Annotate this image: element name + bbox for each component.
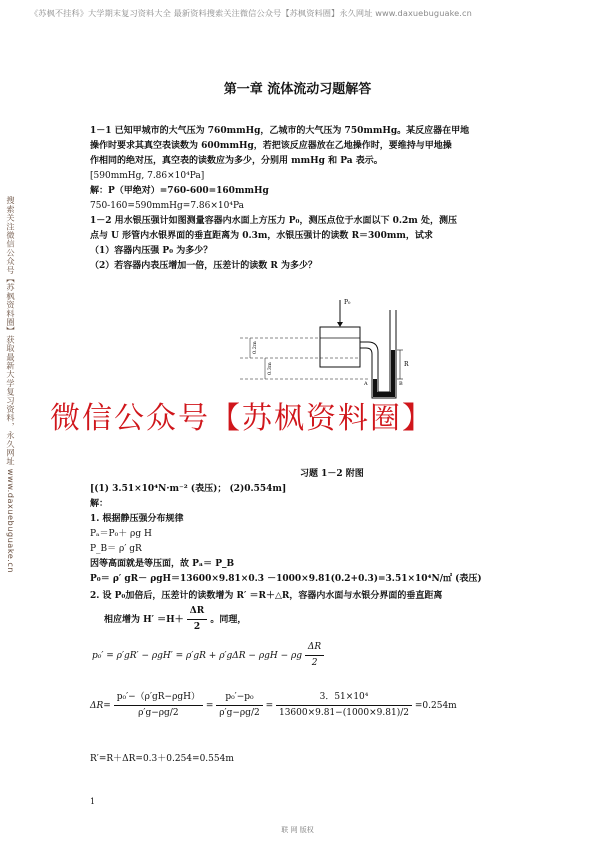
eq-p0: P₀＝ ρ′ gR－ ρgH＝13600×9.81×0.3 －1000×9.81(0.2+0.3)=3.51×10⁴N/㎡ (表压) (90, 574, 482, 584)
q1-line2: 操作时要求其真空表读数为 600mmHg，若把该反应器放在乙地操作时，要维持与甲地操 (90, 141, 452, 151)
label-a: A (364, 381, 368, 387)
label-0-3m: 0.3m (267, 362, 273, 375)
page-header: 《苏枫不挂科》大学期末复习资料大全 最新资料搜索关注微信公众号【苏枫资料圈】永久网址 www.daxuebuguake.cn (30, 8, 472, 18)
q2-line1: 1－2 用水银压强计如图测量容器内水面上方压力 P₀，测压点位于水面以下 0.2m 处，测压 (90, 216, 457, 226)
label-r: R (404, 361, 409, 368)
solution-step2a: 2. 设 P₀加倍后，压差计的读数增为 R′ ＝R＋△R，容器内水面与水银分界面的垂直距离 (90, 591, 443, 601)
eq-pa: Pₐ＝P₀＋ ρg H (90, 529, 152, 539)
label-b: B (399, 381, 403, 387)
page-number: 1 (90, 797, 96, 806)
q2-line2: 点与 U 形管内水银界面的垂直距离为 0.3m，水银压强计的读数 R＝300mm，试求 (90, 231, 433, 241)
label-0-2m: 0.2m (252, 341, 258, 354)
q1-line3: 作相同的绝对压，真空表的读数应为多少，分别用 mmHg 和 Pa 表示。 (90, 156, 383, 166)
solution-jie: 解： (90, 499, 109, 509)
chapter-title: 第一章 流体流动习题解答 (223, 82, 372, 97)
q1-solution-2: 750-160=590mmHg=7.86×10⁴Pa (90, 201, 244, 211)
figure-caption: 习题 1－2 附图 (300, 469, 364, 479)
eq-delta-r: ΔR= $\frac{\text{p₀′−（ρ′gR−ρgH）}}{\rho'g-\rho g/2}$ = $\frac{\text{p₀′−p₀}}{\rho'g-\rho g/2}$ = $\frac{\text{3．51×10⁴}}{13600\times 9.81-(1000\times 9.81)/2}$ =0.254m (90, 692, 457, 718)
eq-r-prime: R′=R＋ΔR=0.3＋0.254=0.554m (90, 754, 234, 764)
solution-step2b: 相应增为 H′ ＝H＋ $\frac{\Delta R}{2}$ 。同理， (104, 604, 246, 635)
eq-equal-pressure: 因等高面就是等压面，故 Pₐ＝ P_B (90, 559, 235, 569)
q2-part1: （1）容器内压强 P₀ 为多少？ (90, 246, 213, 256)
q1-solution-1: 解：P（甲绝对）=760-600=160mmHg (90, 186, 269, 196)
solution-answer: [(1) 3.51×10⁴N·m⁻² (表压)； (2)0.554m] (90, 484, 287, 494)
q1-answer: [590mmHg, 7.86×10⁴Pa] (90, 171, 205, 181)
q2-part2: （2）若容器内表压增加一倍，压差计的读数 R 为多少？ (90, 261, 318, 271)
solution-step1: 1. 根据静压强分布规律 (90, 514, 184, 524)
eq-pb: P_B＝ ρ′ gR (90, 544, 142, 554)
q1-line1: 1－1 已知甲城市的大气压为 760mmHg，乙城市的大气压为 750mmHg。某反应器在甲地 (90, 126, 470, 136)
manometer-figure (230, 280, 440, 400)
side-watermark-text: 搜索关注微信公众号【苏枫资料圈】获取最新大学复习资料，永久网址 www.daxuebuguake.cn (6, 196, 16, 574)
delta-r-half-fraction: $\frac{\Delta R}{2}$ (187, 604, 207, 635)
page-footer: 联 网 版权 (281, 826, 314, 834)
label-p0: P₀ (344, 299, 351, 306)
watermark-banner: 微信公众号【苏枫资料圈】 (50, 401, 434, 436)
eq-p0-prime: p₀′ = ρ′gR′ − ρgH′ = ρ′gR + ρ′gΔR − ρgH − ρg $\frac{\Delta R}{2}$ (92, 640, 324, 671)
